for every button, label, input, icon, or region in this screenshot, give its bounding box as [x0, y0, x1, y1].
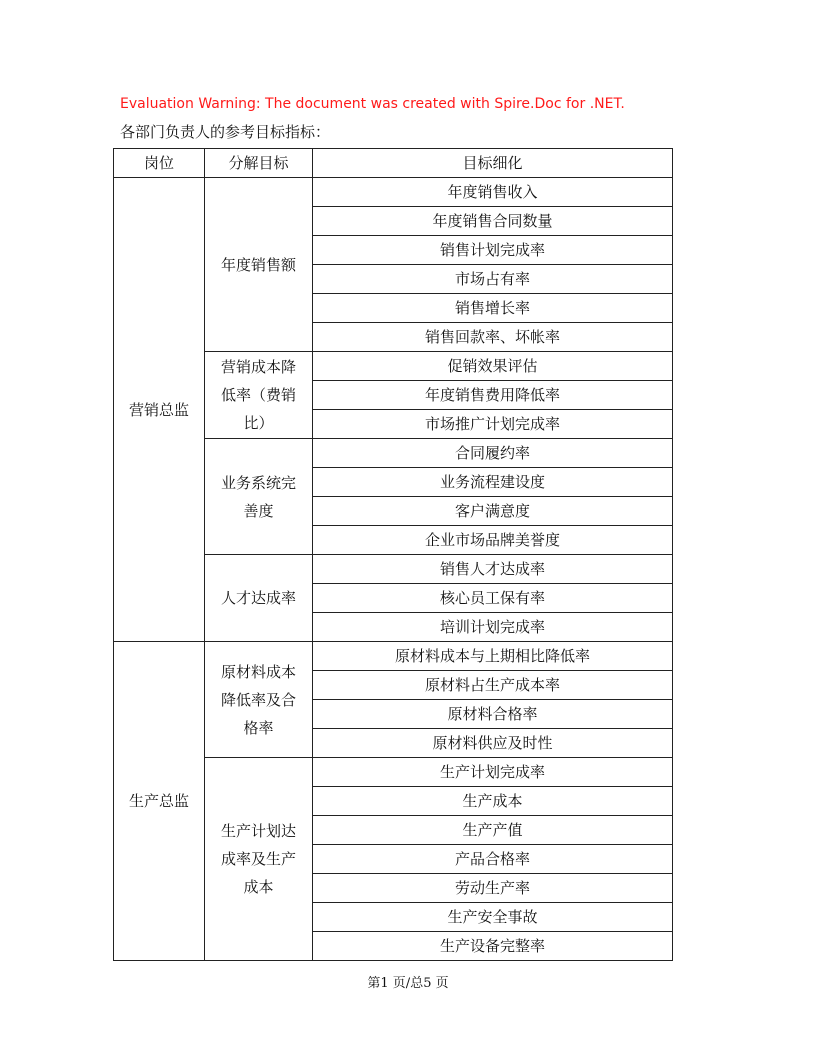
detail-cell: 客户满意度 — [313, 497, 673, 526]
detail-cell: 生产计划完成率 — [313, 758, 673, 787]
goal-label: 生产计划达成率及生产成本 — [220, 822, 296, 896]
detail-cell: 市场推广计划完成率 — [313, 410, 673, 439]
detail-cell: 核心员工保有率 — [313, 584, 673, 613]
position-cell: 生产总监 — [114, 642, 205, 961]
header-detail: 目标细化 — [313, 149, 673, 178]
detail-cell: 生产设备完整率 — [313, 932, 673, 961]
detail-cell: 销售回款率、坏帐率 — [313, 323, 673, 352]
detail-cell: 年度销售收入 — [313, 178, 673, 207]
goal-label: 营销成本降低率（费销比） — [220, 358, 296, 432]
table-row — [114, 642, 673, 671]
detail-cell: 产品合格率 — [313, 845, 673, 874]
detail-cell: 业务流程建设度 — [313, 468, 673, 497]
detail-cell: 销售增长率 — [313, 294, 673, 323]
goal-label: 人才达成率 — [220, 589, 296, 607]
detail-cell: 销售人才达成率 — [313, 555, 673, 584]
detail-cell: 培训计划完成率 — [313, 613, 673, 642]
goal-cell — [205, 758, 313, 961]
goal-cell — [205, 178, 313, 352]
goal-label: 业务系统完善度 — [220, 473, 296, 520]
table-body — [114, 178, 673, 961]
table-header-row — [114, 149, 673, 178]
detail-cell: 生产成本 — [313, 787, 673, 816]
detail-cell: 原材料成本与上期相比降低率 — [313, 642, 673, 671]
detail-cell: 原材料占生产成本率 — [313, 671, 673, 700]
goal-label: 年度销售额 — [220, 255, 296, 274]
detail-cell: 原材料供应及时性 — [313, 729, 673, 758]
goal-cell — [205, 555, 313, 642]
header-goal: 分解目标 — [205, 149, 313, 178]
detail-cell: 促销效果评估 — [313, 352, 673, 381]
goal-cell — [205, 352, 313, 439]
detail-cell: 市场占有率 — [313, 265, 673, 294]
goal-cell — [205, 439, 313, 555]
position-cell: 营销总监 — [114, 178, 205, 642]
detail-cell: 劳动生产率 — [313, 874, 673, 903]
intro-text: 各部门负责人的参考目标指标： — [120, 123, 331, 141]
detail-cell: 销售计划完成率 — [313, 236, 673, 265]
detail-cell: 年度销售合同数量 — [313, 207, 673, 236]
detail-cell: 年度销售费用降低率 — [313, 381, 673, 410]
detail-cell: 原材料合格率 — [313, 700, 673, 729]
detail-cell: 生产产值 — [313, 816, 673, 845]
targets-table — [113, 148, 673, 961]
goal-label: 原材料成本降低率及合格率 — [220, 662, 296, 737]
detail-cell: 企业市场品牌美誉度 — [313, 526, 673, 555]
goal-cell — [205, 642, 313, 758]
header-position: 岗位 — [114, 149, 205, 178]
detail-cell: 生产安全事故 — [313, 903, 673, 932]
evaluation-warning: Evaluation Warning: The document was created with Spire.Doc for .NET. — [120, 96, 625, 112]
table-row — [114, 178, 673, 207]
page-footer: 第1 页/总5 页 — [367, 976, 449, 991]
detail-cell: 合同履约率 — [313, 439, 673, 468]
